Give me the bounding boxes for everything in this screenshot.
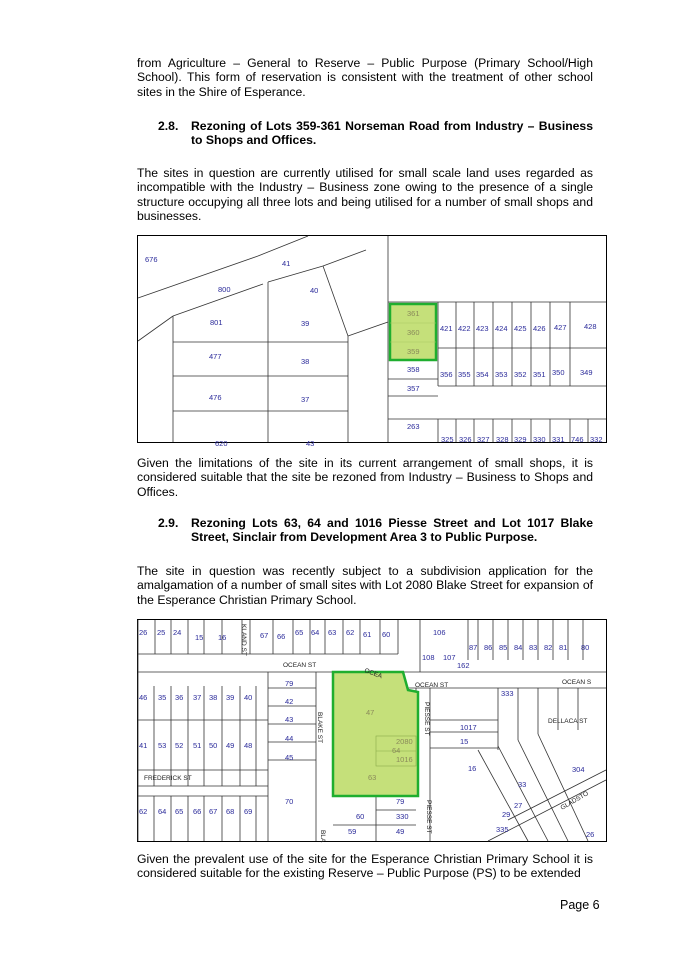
lot-map-norseman-road — [137, 235, 607, 448]
lot-label: 82 — [544, 643, 553, 652]
lot-label: 424 — [495, 324, 508, 333]
lot-label: 355 — [458, 370, 471, 379]
lot-label: 263 — [407, 422, 420, 431]
lot-label: 64 — [392, 746, 401, 755]
lot-label: GLADSTO — [559, 790, 590, 812]
lot-label: 36 — [175, 693, 184, 702]
map-drawing — [138, 620, 606, 841]
lot-label: 85 — [499, 643, 508, 652]
lot-label: 16 — [468, 764, 477, 773]
map-drawing — [138, 236, 606, 448]
lot-label: 67 — [260, 631, 269, 640]
lot-label: 50 — [209, 741, 218, 750]
lot-label: 29 — [502, 810, 511, 819]
lot-label: 24 — [173, 628, 182, 637]
lot-label: 15 — [195, 633, 204, 642]
lot-label: 62 — [139, 807, 148, 816]
lot-label: 59 — [348, 827, 357, 836]
lot-label: BLA — [319, 830, 326, 843]
lot-label: KLAND ST — [240, 624, 247, 656]
lot-label: 327 — [477, 435, 490, 444]
lot-label: 325 — [441, 435, 454, 444]
lot-label: 70 — [285, 797, 294, 806]
lot-label: 349 — [580, 368, 593, 377]
section-2-9-paragraph-2: Given the prevalent use of the site for the Esperance Christian Primary School it is considered suitable for the existing Reserve – Public Purpose (PS) to be extended — [137, 852, 593, 881]
lot-label: OCEAN ST — [283, 662, 317, 669]
lot-label: 676 — [145, 255, 158, 264]
lot-label: 65 — [175, 807, 184, 816]
lot-label: 332 — [590, 435, 603, 444]
lot-label: 43 — [306, 439, 315, 448]
lot-label: 35 — [158, 693, 167, 702]
lot-label: 39 — [226, 693, 235, 702]
lot-label: 53 — [158, 741, 167, 750]
lot-label: FREDERICK ST — [144, 775, 192, 782]
lot-label: 357 — [407, 384, 420, 393]
lot-label: 328 — [496, 435, 509, 444]
lot-label: 61 — [363, 630, 372, 639]
lot-label: 26 — [586, 830, 595, 839]
lot-label: 26 — [139, 628, 148, 637]
lot-label: 304 — [572, 765, 585, 774]
lot-label: 106 — [433, 628, 446, 637]
lot-label: 42 — [285, 697, 294, 706]
lot-label: 60 — [382, 630, 391, 639]
lot-label: 65 — [295, 628, 304, 637]
lot-label: 46 — [139, 693, 148, 702]
lot-label: 64 — [311, 628, 320, 637]
lot-label: 48 — [244, 741, 253, 750]
lot-label: OCEA — [363, 667, 384, 681]
lot-label: 351 — [533, 370, 546, 379]
lot-label: 1016 — [396, 755, 413, 764]
lot-label: 108 — [422, 653, 435, 662]
section-number: 2.9. — [158, 516, 179, 530]
lot-label: 63 — [328, 628, 337, 637]
lot-label: 37 — [193, 693, 202, 702]
lot-label: 801 — [210, 318, 223, 327]
lot-label: 69 — [244, 807, 253, 816]
lot-label: OCEAN S — [562, 679, 592, 686]
lot-label: 25 — [157, 628, 166, 637]
lot-label: 63 — [368, 773, 377, 782]
lot-label: DELLACA ST — [548, 718, 588, 725]
lot-label: 331 — [552, 435, 565, 444]
lot-label: 47 — [366, 708, 375, 717]
lot-label: 37 — [301, 395, 310, 404]
lot-label: 49 — [226, 741, 235, 750]
lot-label: 81 — [559, 643, 568, 652]
lot-label: 38 — [301, 357, 310, 366]
lot-label: 329 — [514, 435, 527, 444]
lot-label: 1017 — [460, 723, 477, 732]
lot-label: OCEAN ST — [415, 682, 449, 689]
lot-label: 64 — [158, 807, 167, 816]
lot-label: 15 — [460, 737, 469, 746]
lot-label: 41 — [282, 259, 291, 268]
lot-label: 39 — [301, 319, 310, 328]
lot-label: 84 — [514, 643, 523, 652]
lot-label: 44 — [285, 734, 294, 743]
lot-label: 60 — [356, 812, 365, 821]
lot-label: 333 — [501, 689, 514, 698]
lot-label: 353 — [495, 370, 508, 379]
lot-label: 87 — [469, 643, 478, 652]
lot-label: 67 — [209, 807, 218, 816]
lot-label: 45 — [285, 753, 294, 762]
lot-label: PIESSE ST — [423, 702, 430, 736]
lot-label: 361 — [407, 309, 420, 318]
section-2-9-heading — [137, 516, 593, 546]
lot-label: 423 — [476, 324, 489, 333]
lot-label: 426 — [533, 324, 546, 333]
lot-label: 43 — [285, 715, 294, 724]
lot-label: 428 — [584, 322, 597, 331]
lot-label: 350 — [552, 368, 565, 377]
lot-label: 620 — [215, 439, 228, 448]
section-number: 2.8. — [158, 119, 179, 133]
lot-label: 2080 — [396, 737, 413, 746]
section-2-8-heading — [137, 119, 593, 149]
intro-paragraph: from Agriculture – General to Reserve – Public Purpose (Primary School/High School). This form of reservation is consistent with the treatment of other school sites in the Shire of Esperance. — [137, 56, 593, 99]
lot-map-piesse-blake-street — [137, 619, 607, 842]
lot-label: 40 — [310, 286, 319, 295]
lot-label: 330 — [396, 812, 409, 821]
lot-label: 477 — [209, 352, 222, 361]
lot-label: 66 — [193, 807, 202, 816]
lot-label: 40 — [244, 693, 253, 702]
lot-label: PIESSE ST — [425, 800, 432, 834]
lot-label: 52 — [175, 741, 184, 750]
lot-label: 16 — [218, 633, 227, 642]
lot-label: 358 — [407, 365, 420, 374]
section-title: Rezoning of Lots 359-361 Norseman Road from Industry – Business to Shops and Offices. — [191, 119, 593, 148]
lot-label: 83 — [529, 643, 538, 652]
lot-label: 354 — [476, 370, 489, 379]
lot-label: 62 — [346, 628, 355, 637]
lot-label: 68 — [226, 807, 235, 816]
lot-label: 476 — [209, 393, 222, 402]
lot-label: 421 — [440, 324, 453, 333]
lot-label: 27 — [514, 801, 523, 810]
section-2-9-paragraph-1: The site in question was recently subject to a subdivision application for the amalgamation of a number of small sites with Lot 2080 Blake Street for expansion of the Esperance Christian Primary School. — [137, 564, 593, 607]
lot-label: 326 — [459, 435, 472, 444]
section-2-8-paragraph-1: The sites in question are currently utilised for small scale land uses regarded as incompatible with the Industry – Business zone owing to the presence of a single structure occupying all three lots and being utilised for a number of small shops and businesses. — [137, 166, 593, 224]
lot-label: BLAKE ST — [316, 712, 323, 744]
lot-label: 86 — [484, 643, 493, 652]
lot-label: 162 — [457, 661, 470, 670]
lot-label: 422 — [458, 324, 471, 333]
lot-label: 79 — [396, 797, 405, 806]
lot-label: 51 — [193, 741, 202, 750]
lot-label: 425 — [514, 324, 527, 333]
section-title: Rezoning Lots 63, 64 and 1016 Piesse Street and Lot 1017 Blake Street, Sinclair from Development Area 3 to Public Purpose. — [191, 516, 593, 545]
page-number: Page 6 — [560, 898, 600, 912]
lot-label: 359 — [407, 347, 420, 356]
lot-label: 427 — [554, 323, 567, 332]
section-2-8-paragraph-2: Given the limitations of the site in its current arrangement of small shops, it is considered suitable that the site be rezoned from Industry – Business to Shops and Offices. — [137, 456, 593, 499]
lot-label: 49 — [396, 827, 405, 836]
lot-label: 352 — [514, 370, 527, 379]
lot-label: 360 — [407, 328, 420, 337]
lot-label: 33 — [518, 780, 527, 789]
lot-label: 356 — [440, 370, 453, 379]
lot-label: 800 — [218, 285, 231, 294]
lot-label: 38 — [209, 693, 218, 702]
lot-label: 79 — [285, 679, 294, 688]
lot-label: 107 — [443, 653, 456, 662]
lot-label: 330 — [533, 435, 546, 444]
lot-label: 66 — [277, 632, 286, 641]
lot-label: 746 — [571, 435, 584, 444]
lot-label: 80 — [581, 643, 590, 652]
lot-label: 335 — [496, 825, 509, 834]
lot-label: 41 — [139, 741, 148, 750]
